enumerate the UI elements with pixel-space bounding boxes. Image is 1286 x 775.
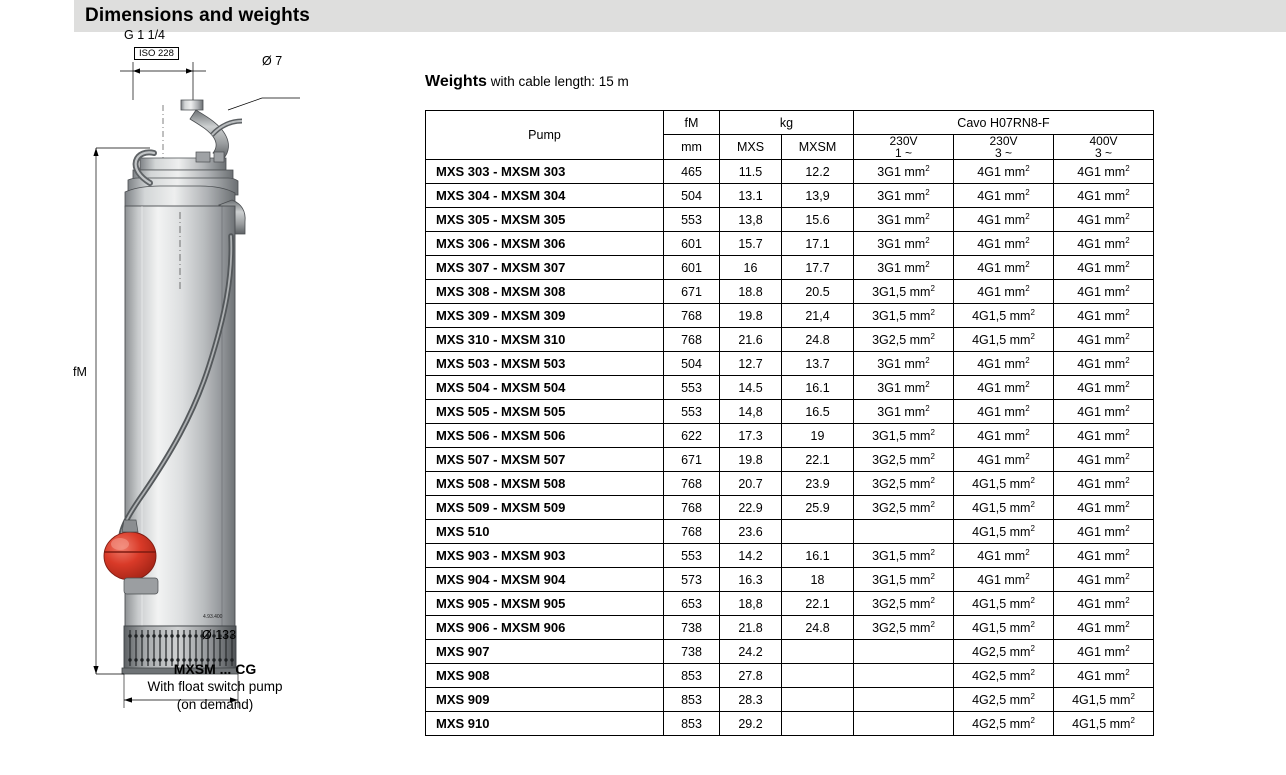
table-row (426, 448, 1154, 472)
table-row (426, 352, 1154, 376)
cell-mxsm: 22.1 (782, 448, 854, 472)
header-c2-phase: 3 ~ (994, 146, 1012, 160)
cell-cable-400v-3ph: 4G1,5 $mm^2$ (1054, 688, 1154, 712)
cell-cable-230v-3ph: 4G2,5 $mm^2$ (954, 640, 1054, 664)
cell-cable-230v-1ph: 3G1 $mm^2$ (854, 352, 954, 376)
cell-fm: 738 (664, 640, 720, 664)
cell-mxs: 14,8 (720, 400, 782, 424)
cell-fm: 465 (664, 160, 720, 184)
table-row (426, 280, 1154, 304)
cell-pump: MXS 909 (426, 688, 664, 712)
cell-fm: 553 (664, 208, 720, 232)
cell-pump: MXS 509 - MXSM 509 (426, 496, 664, 520)
cell-cable-230v-3ph: 4G1 $mm^2$ (954, 352, 1054, 376)
header-pump: Pump (426, 111, 664, 160)
cell-mxsm: 19 (782, 424, 854, 448)
table-row (426, 664, 1154, 688)
cell-pump: MXS 903 - MXSM 903 (426, 544, 664, 568)
table-row (426, 688, 1154, 712)
cell-cable-230v-1ph (854, 664, 954, 688)
table-row (426, 304, 1154, 328)
cell-pump: MXS 908 (426, 664, 664, 688)
table-row (426, 160, 1154, 184)
cell-fm: 768 (664, 328, 720, 352)
cell-pump: MXS 503 - MXSM 503 (426, 352, 664, 376)
cell-cable-230v-1ph: 3G1,5 $mm^2$ (854, 544, 954, 568)
header-fm: fM (664, 111, 720, 135)
cell-cable-230v-3ph: 4G1 $mm^2$ (954, 400, 1054, 424)
cell-mxs: 27.8 (720, 664, 782, 688)
cell-cable-230v-1ph: 3G2,5 $mm^2$ (854, 328, 954, 352)
header-c1-voltage: 230V (889, 134, 918, 148)
cell-cable-400v-3ph: 4G1 $mm^2$ (1054, 280, 1154, 304)
cell-cable-230v-1ph: 3G1 $mm^2$ (854, 400, 954, 424)
cell-mxsm: 18 (782, 568, 854, 592)
label-body-diameter: Ø 133 (202, 628, 237, 642)
cell-cable-230v-1ph: 3G2,5 $mm^2$ (854, 592, 954, 616)
table-row (426, 400, 1154, 424)
table-row (426, 640, 1154, 664)
cell-cable-230v-3ph: 4G2,5 $mm^2$ (954, 688, 1054, 712)
table-row (426, 424, 1154, 448)
cell-cable-400v-3ph: 4G1 $mm^2$ (1054, 664, 1154, 688)
cell-mxs: 16.3 (720, 568, 782, 592)
table-row (426, 376, 1154, 400)
cell-pump: MXS 906 - MXSM 906 (426, 616, 664, 640)
cell-pump: MXS 510 (426, 520, 664, 544)
cell-cable-400v-3ph: 4G1 $mm^2$ (1054, 544, 1154, 568)
table-row (426, 544, 1154, 568)
cell-cable-400v-3ph: 4G1 $mm^2$ (1054, 352, 1154, 376)
table-row (426, 496, 1154, 520)
cell-cable-230v-1ph (854, 688, 954, 712)
cell-mxs: 17.3 (720, 424, 782, 448)
cell-cable-230v-3ph: 4G1 $mm^2$ (954, 160, 1054, 184)
cell-pump: MXS 304 - MXSM 304 (426, 184, 664, 208)
cell-cable-230v-3ph: 4G1,5 $mm^2$ (954, 472, 1054, 496)
caption-model: MXSM ... CG (173, 661, 257, 677)
cell-mxs: 14.2 (720, 544, 782, 568)
cell-cable-400v-3ph: 4G1 $mm^2$ (1054, 520, 1154, 544)
header-cable-230v-1ph (854, 135, 954, 160)
table-row (426, 256, 1154, 280)
cell-fm: 768 (664, 496, 720, 520)
cell-cable-230v-1ph: 3G2,5 $mm^2$ (854, 448, 954, 472)
cell-fm: 768 (664, 304, 720, 328)
cell-fm: 504 (664, 184, 720, 208)
table-row (426, 568, 1154, 592)
cell-mxsm: 17.1 (782, 232, 854, 256)
cell-cable-230v-3ph: 4G2,5 $mm^2$ (954, 664, 1054, 688)
cell-mxsm (782, 640, 854, 664)
weights-subtitle: with cable length: 15 m (490, 74, 629, 89)
cell-mxsm: 25.9 (782, 496, 854, 520)
cell-cable-230v-3ph: 4G1 $mm^2$ (954, 256, 1054, 280)
table-row (426, 520, 1154, 544)
cell-fm: 853 (664, 712, 720, 736)
cell-cable-230v-3ph: 4G1,5 $mm^2$ (954, 496, 1054, 520)
header-cable-230v-3ph (954, 135, 1054, 160)
cell-mxsm (782, 664, 854, 688)
cell-mxs: 15.7 (720, 232, 782, 256)
cell-cable-230v-3ph: 4G1,5 $mm^2$ (954, 592, 1054, 616)
cell-fm: 768 (664, 520, 720, 544)
cell-cable-400v-3ph: 4G1 $mm^2$ (1054, 304, 1154, 328)
header-cavo: Cavo H07RN8-F (854, 111, 1154, 135)
cell-cable-230v-3ph: 4G1,5 $mm^2$ (954, 616, 1054, 640)
cell-mxsm: 23.9 (782, 472, 854, 496)
cell-mxs: 24.2 (720, 640, 782, 664)
cell-cable-400v-3ph: 4G1 $mm^2$ (1054, 328, 1154, 352)
cell-mxs: 23.6 (720, 520, 782, 544)
cell-fm: 671 (664, 280, 720, 304)
cell-cable-230v-1ph (854, 712, 954, 736)
cell-cable-230v-1ph: 3G1 $mm^2$ (854, 208, 954, 232)
cell-pump: MXS 303 - MXSM 303 (426, 160, 664, 184)
pump-technical-drawing (0, 28, 410, 770)
weights-table (425, 110, 1154, 736)
header-fm-unit: mm (664, 135, 720, 160)
table-row (426, 712, 1154, 736)
cell-pump: MXS 307 - MXSM 307 (426, 256, 664, 280)
cell-pump: MXS 309 - MXSM 309 (426, 304, 664, 328)
cell-cable-400v-3ph: 4G1 $mm^2$ (1054, 208, 1154, 232)
cell-pump: MXS 506 - MXSM 506 (426, 424, 664, 448)
cell-cable-230v-3ph: 4G1 $mm^2$ (954, 568, 1054, 592)
cell-cable-230v-3ph: 4G1 $mm^2$ (954, 376, 1054, 400)
cell-cable-400v-3ph: 4G1 $mm^2$ (1054, 184, 1154, 208)
table-row (426, 208, 1154, 232)
cell-fm: 671 (664, 448, 720, 472)
table-row (426, 616, 1154, 640)
cell-mxs: 21.6 (720, 328, 782, 352)
cell-mxs: 11.5 (720, 160, 782, 184)
table-row (426, 232, 1154, 256)
cell-cable-230v-3ph: 4G1 $mm^2$ (954, 448, 1054, 472)
weights-title: Weights (425, 73, 487, 90)
cell-fm: 504 (664, 352, 720, 376)
table-body (426, 160, 1154, 736)
cell-cable-230v-3ph: 4G1 $mm^2$ (954, 232, 1054, 256)
cell-cable-230v-1ph: 3G1 $mm^2$ (854, 256, 954, 280)
caption-note: (on demand) (176, 697, 254, 712)
cell-fm: 622 (664, 424, 720, 448)
cell-mxs: 18.8 (720, 280, 782, 304)
cell-fm: 853 (664, 688, 720, 712)
table-row (426, 184, 1154, 208)
cell-mxsm: 12.2 (782, 160, 854, 184)
cell-cable-230v-3ph: 4G1 $mm^2$ (954, 544, 1054, 568)
cell-cable-400v-3ph: 4G1 $mm^2$ (1054, 232, 1154, 256)
caption-description: With float switch pump (147, 679, 283, 694)
page-title: Dimensions and weights (85, 5, 310, 26)
cell-pump: MXS 305 - MXSM 305 (426, 208, 664, 232)
cell-cable-230v-1ph (854, 520, 954, 544)
cell-fm: 853 (664, 664, 720, 688)
cell-cable-230v-1ph: 3G1,5 $mm^2$ (854, 304, 954, 328)
table-row (426, 592, 1154, 616)
label-drawing-code: 4.93.400 (203, 614, 223, 620)
cell-mxsm: 22.1 (782, 592, 854, 616)
cell-mxsm: 16.5 (782, 400, 854, 424)
table-header-row-top (426, 111, 1154, 135)
cell-mxs: 13,8 (720, 208, 782, 232)
cell-fm: 601 (664, 232, 720, 256)
cell-mxsm (782, 712, 854, 736)
cell-cable-400v-3ph: 4G1 $mm^2$ (1054, 640, 1154, 664)
cell-mxsm: 17.7 (782, 256, 854, 280)
cell-cable-400v-3ph: 4G1 $mm^2$ (1054, 400, 1154, 424)
table-row (426, 328, 1154, 352)
cell-mxs: 18,8 (720, 592, 782, 616)
cell-mxsm: 16.1 (782, 544, 854, 568)
cell-cable-230v-1ph: 3G1 $mm^2$ (854, 184, 954, 208)
header-cable-400v-3ph (1054, 135, 1154, 160)
cell-mxs: 13.1 (720, 184, 782, 208)
label-iso-standard: ISO 228 (134, 47, 179, 60)
header-c3-voltage: 400V (1089, 134, 1118, 148)
cell-cable-230v-1ph: 3G1 $mm^2$ (854, 376, 954, 400)
header-mxs: MXS (720, 135, 782, 160)
cell-pump: MXS 907 (426, 640, 664, 664)
cell-mxs: 14.5 (720, 376, 782, 400)
cell-cable-230v-1ph: 3G1,5 $mm^2$ (854, 424, 954, 448)
cell-cable-400v-3ph: 4G1 $mm^2$ (1054, 568, 1154, 592)
cell-fm: 653 (664, 592, 720, 616)
cell-cable-400v-3ph: 4G1 $mm^2$ (1054, 160, 1154, 184)
cell-mxsm: 20.5 (782, 280, 854, 304)
cell-mxsm: 24.8 (782, 328, 854, 352)
cell-cable-230v-3ph: 4G1,5 $mm^2$ (954, 520, 1054, 544)
cell-cable-230v-3ph: 4G1,5 $mm^2$ (954, 328, 1054, 352)
cell-cable-230v-3ph: 4G1 $mm^2$ (954, 424, 1054, 448)
cell-mxsm: 15.6 (782, 208, 854, 232)
cell-fm: 553 (664, 400, 720, 424)
cell-cable-400v-3ph: 4G1 $mm^2$ (1054, 256, 1154, 280)
table-row (426, 472, 1154, 496)
header-mxsm: MXSM (782, 135, 854, 160)
cell-cable-400v-3ph: 4G1 $mm^2$ (1054, 616, 1154, 640)
cell-cable-230v-3ph: 4G1 $mm^2$ (954, 208, 1054, 232)
cell-fm: 573 (664, 568, 720, 592)
cell-cable-400v-3ph: 4G1 $mm^2$ (1054, 424, 1154, 448)
cell-pump: MXS 905 - MXSM 905 (426, 592, 664, 616)
cell-mxs: 19.8 (720, 448, 782, 472)
cell-pump: MXS 904 - MXSM 904 (426, 568, 664, 592)
label-cable-diameter: Ø 7 (262, 54, 283, 68)
cell-mxs: 21.8 (720, 616, 782, 640)
cell-cable-400v-3ph: 4G1 $mm^2$ (1054, 448, 1154, 472)
cell-pump: MXS 910 (426, 712, 664, 736)
cell-mxsm: 21,4 (782, 304, 854, 328)
cell-cable-230v-1ph: 3G1,5 $mm^2$ (854, 568, 954, 592)
cell-cable-230v-1ph: 3G2,5 $mm^2$ (854, 472, 954, 496)
cell-fm: 553 (664, 376, 720, 400)
section-header-bar (74, 0, 1286, 32)
cell-cable-230v-1ph: 3G2,5 $mm^2$ (854, 616, 954, 640)
cell-cable-400v-3ph: 4G1 $mm^2$ (1054, 376, 1154, 400)
cell-cable-400v-3ph: 4G1,5 $mm^2$ (1054, 712, 1154, 736)
weights-heading (425, 73, 629, 91)
cell-pump: MXS 508 - MXSM 508 (426, 472, 664, 496)
cell-mxs: 28.3 (720, 688, 782, 712)
drawing-caption (110, 660, 320, 714)
header-c1-phase: 1 ~ (894, 146, 912, 160)
cell-cable-230v-1ph: 3G1 $mm^2$ (854, 160, 954, 184)
cell-pump: MXS 310 - MXSM 310 (426, 328, 664, 352)
cell-fm: 738 (664, 616, 720, 640)
cell-mxsm: 16.1 (782, 376, 854, 400)
cell-mxs: 20.7 (720, 472, 782, 496)
cell-mxsm (782, 688, 854, 712)
cell-cable-400v-3ph: 4G1 $mm^2$ (1054, 472, 1154, 496)
cell-mxs: 19.8 (720, 304, 782, 328)
cell-pump: MXS 504 - MXSM 504 (426, 376, 664, 400)
cell-cable-400v-3ph: 4G1 $mm^2$ (1054, 592, 1154, 616)
label-fm-dimension: fM (73, 365, 87, 379)
cell-fm: 768 (664, 472, 720, 496)
cell-cable-230v-3ph: 4G2,5 $mm^2$ (954, 712, 1054, 736)
cell-pump: MXS 507 - MXSM 507 (426, 448, 664, 472)
cell-mxsm: 24.8 (782, 616, 854, 640)
cell-mxsm (782, 520, 854, 544)
cell-cable-230v-1ph: 3G1 $mm^2$ (854, 232, 954, 256)
cell-mxsm: 13.7 (782, 352, 854, 376)
cell-mxs: 12.7 (720, 352, 782, 376)
cell-mxsm: 13,9 (782, 184, 854, 208)
cell-mxs: 16 (720, 256, 782, 280)
cell-fm: 553 (664, 544, 720, 568)
cell-cable-230v-3ph: 4G1 $mm^2$ (954, 280, 1054, 304)
label-thread-size: G 1 1/4 (124, 28, 165, 42)
cell-cable-230v-1ph (854, 640, 954, 664)
cell-cable-230v-1ph: 3G1,5 $mm^2$ (854, 280, 954, 304)
cell-mxs: 29.2 (720, 712, 782, 736)
header-c2-voltage: 230V (989, 134, 1018, 148)
cell-fm: 601 (664, 256, 720, 280)
cell-pump: MXS 505 - MXSM 505 (426, 400, 664, 424)
cell-pump: MXS 308 - MXSM 308 (426, 280, 664, 304)
header-c3-phase: 3 ~ (1094, 146, 1112, 160)
cell-cable-230v-3ph: 4G1 $mm^2$ (954, 184, 1054, 208)
header-kg: kg (720, 111, 854, 135)
cell-cable-400v-3ph: 4G1 $mm^2$ (1054, 496, 1154, 520)
cell-pump: MXS 306 - MXSM 306 (426, 232, 664, 256)
cell-cable-230v-3ph: 4G1,5 $mm^2$ (954, 304, 1054, 328)
cell-mxs: 22.9 (720, 496, 782, 520)
cell-cable-230v-1ph: 3G2,5 $mm^2$ (854, 496, 954, 520)
